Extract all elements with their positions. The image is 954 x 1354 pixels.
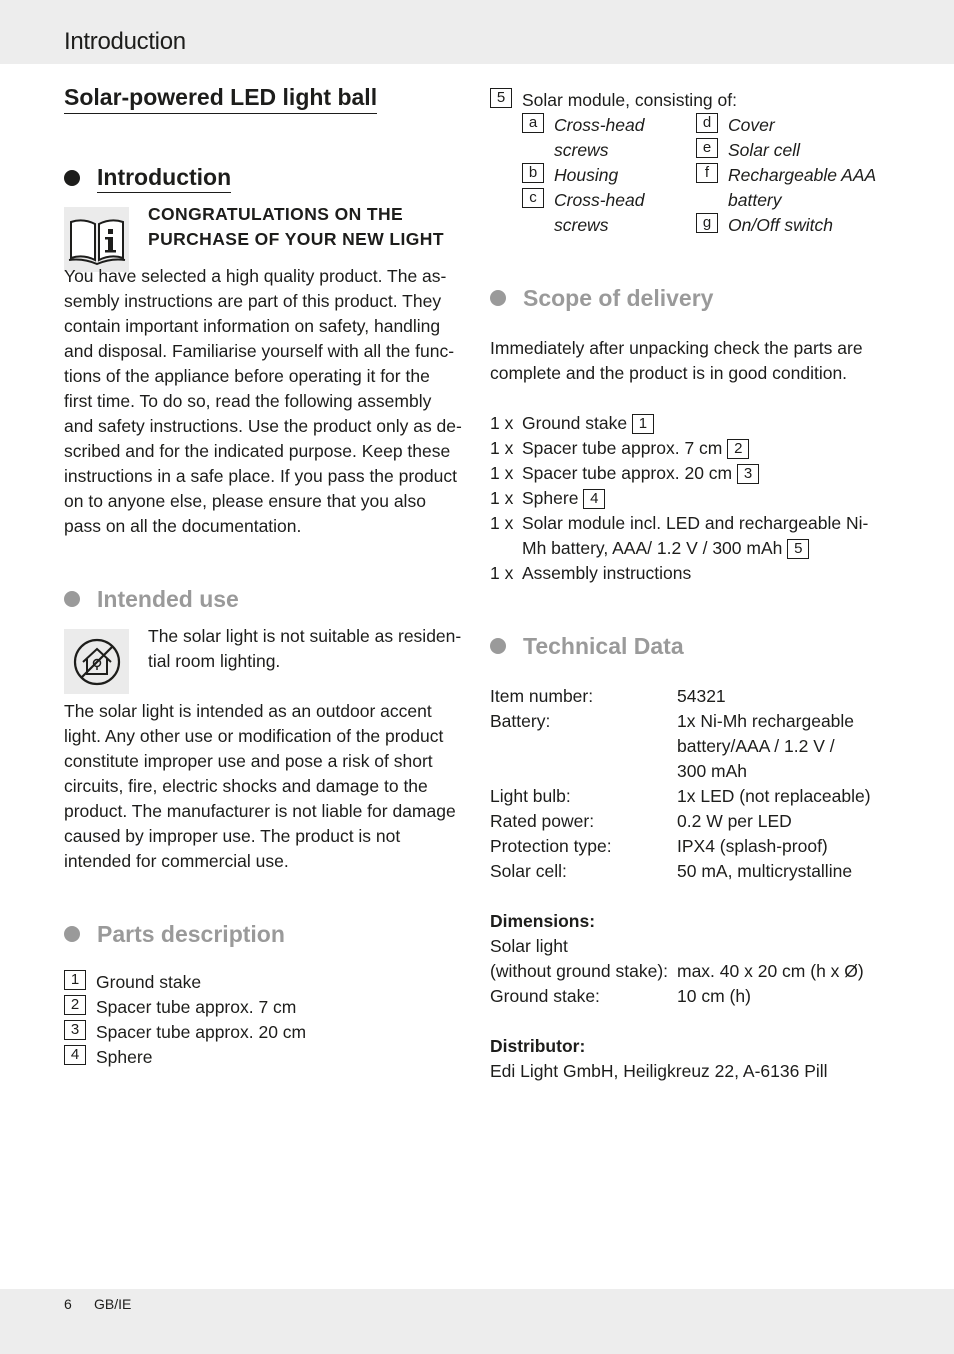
part-number: 3 xyxy=(737,464,759,484)
intro-paragraph xyxy=(64,264,462,539)
dimensions-heading: Dimensions: xyxy=(490,911,596,931)
intended-paragraph xyxy=(64,699,462,874)
text-line: product. The manufacturer is not liable for damage xyxy=(64,801,456,821)
item-label: Solar module incl. LED and rechargeable Ni- xyxy=(522,513,869,533)
list-item xyxy=(64,995,462,1020)
list-item xyxy=(64,970,462,995)
part-label: Rechargeable AAA xyxy=(728,165,877,185)
text-line: complete and the product is in good condition. xyxy=(490,363,848,383)
spec-key: Solar light xyxy=(490,936,568,956)
part-label: screws xyxy=(554,215,609,235)
part-label: Housing xyxy=(554,165,619,185)
part-label: screws xyxy=(554,140,609,160)
list-item xyxy=(696,163,896,213)
spec-key: Battery: xyxy=(490,711,551,731)
list-item xyxy=(490,411,890,436)
header-title: Introduction xyxy=(64,28,186,55)
delivery-list xyxy=(490,411,890,586)
technical-data-table xyxy=(490,684,890,884)
parts-list xyxy=(64,970,462,1070)
text-line: and disposal. Familiarise yourself with all the func- xyxy=(64,341,455,361)
part-label: Cover xyxy=(728,115,775,135)
part-number: 1 xyxy=(64,970,86,990)
document-title: Solar-powered LED light ball xyxy=(64,82,377,114)
list-item xyxy=(490,88,890,113)
solar-module-parts xyxy=(522,113,890,238)
item-label: Spacer tube approx. 20 cm xyxy=(522,463,733,483)
quantity: 1 x xyxy=(490,438,514,458)
spec-value: 0.2 W per LED xyxy=(677,811,792,831)
bullet-icon xyxy=(490,638,506,654)
item-label: Mh battery, AAA/ 1.2 V / 300 mAh xyxy=(522,538,783,558)
spec-value: 1x Ni-Mh rechargeable xyxy=(677,711,855,731)
parts-description-heading: Parts description xyxy=(64,919,462,949)
text-line: scribed and for the indicated purpose. Keep these xyxy=(64,441,451,461)
part-letter: b xyxy=(522,163,544,183)
item-label: Assembly instructions xyxy=(522,563,692,583)
quantity: 1 x xyxy=(490,463,514,483)
list-item xyxy=(696,138,896,163)
part-letter: f xyxy=(696,163,718,183)
quantity: 1 x xyxy=(490,513,514,533)
list-item xyxy=(490,461,890,486)
part-label: Sphere xyxy=(96,1047,153,1067)
list-item xyxy=(522,163,696,188)
text-line: sembly instructions are part of this product. They xyxy=(64,291,442,311)
intended-use-heading: Intended use xyxy=(64,584,462,614)
table-row xyxy=(490,684,890,709)
part-number: 4 xyxy=(64,1045,86,1065)
right-column xyxy=(490,88,890,1084)
spec-value: 300 mAh xyxy=(677,761,748,781)
part-label: Solar module, consisting of: xyxy=(522,90,737,110)
item-label: Sphere xyxy=(522,488,579,508)
part-5 xyxy=(490,88,890,113)
spec-value: 1x LED (not replaceable) xyxy=(677,786,871,806)
text-line: caused by improper use. The product is not xyxy=(64,826,401,846)
text-line: tions of the appliance before operating it for the xyxy=(64,366,430,386)
quantity: 1 x xyxy=(490,488,514,508)
list-item xyxy=(490,436,890,461)
info-book-icon xyxy=(64,207,129,272)
table-row xyxy=(490,809,890,834)
table-row xyxy=(490,859,890,884)
spec-key: Ground stake: xyxy=(490,986,600,1006)
item-label: Ground stake xyxy=(522,413,628,433)
spec-key: Rated power: xyxy=(490,811,595,831)
list-item xyxy=(490,486,890,511)
distributor-address: Edi Light GmbH, Heiligkreuz 22, A-6136 Pill xyxy=(490,1061,828,1081)
part-number: 5 xyxy=(787,539,809,559)
text-line: Immediately after unpacking check the parts are xyxy=(490,338,863,358)
text-line: and safety instructions. Use the product only as de- xyxy=(64,416,462,436)
spec-value: IPX4 (splash-proof) xyxy=(677,836,828,856)
scope-paragraph xyxy=(490,336,890,386)
left-column xyxy=(64,82,462,1070)
list-item xyxy=(696,213,896,238)
text-line: The solar light is intended as an outdoor accent xyxy=(64,701,432,721)
table-row xyxy=(490,709,890,784)
part-label: Spacer tube approx. 7 cm xyxy=(96,997,297,1017)
part-letter: g xyxy=(696,213,718,233)
list-item xyxy=(64,1045,462,1070)
quantity: 1 x xyxy=(490,563,514,583)
part-label: Cross-head xyxy=(554,115,645,135)
congrats-block xyxy=(64,204,462,272)
spec-key: Light bulb: xyxy=(490,786,571,806)
page-footer xyxy=(0,1289,954,1354)
part-number: 3 xyxy=(64,1020,86,1040)
technical-data-heading: Technical Data xyxy=(490,631,890,661)
intended-note-block xyxy=(64,626,462,694)
bullet-icon xyxy=(64,926,80,942)
dimensions-block xyxy=(490,909,890,1009)
text-line: contain important information on safety, handling xyxy=(64,316,441,336)
list-item xyxy=(522,113,696,163)
spec-value: max. 40 x 20 cm (h x Ø) xyxy=(677,961,864,981)
part-number: 1 xyxy=(632,414,654,434)
table-row xyxy=(490,934,890,959)
congrats-text: CONGRATULATIONS ON THE PURCHASE OF YOUR NEW LIGHT xyxy=(148,204,444,249)
list-item xyxy=(490,561,890,586)
spec-key: (without ground stake): xyxy=(490,961,669,981)
page-number: 6 xyxy=(64,1296,72,1312)
text-line: light. Any other use or modification of the product xyxy=(64,726,444,746)
text-line: The solar light is not suitable as residen- xyxy=(148,626,462,646)
text-line: You have selected a high quality product. The as- xyxy=(64,266,447,286)
part-number: 2 xyxy=(727,439,749,459)
scope-of-delivery-heading: Scope of delivery xyxy=(490,283,890,313)
part-label: Ground stake xyxy=(96,972,202,992)
table-row xyxy=(490,959,890,984)
text-line: intended for commercial use. xyxy=(64,851,289,871)
introduction-heading: Introduction xyxy=(64,162,462,193)
bullet-icon xyxy=(64,170,80,186)
part-label: battery xyxy=(728,190,782,210)
intended-note xyxy=(148,624,461,694)
text-line: on to anyone else, please ensure that you also xyxy=(64,491,426,511)
text-line: constitute improper use and pose a risk of short xyxy=(64,751,433,771)
spec-value: 54321 xyxy=(677,686,726,706)
part-number: 4 xyxy=(583,489,605,509)
text-line: tial room lighting. xyxy=(148,651,281,671)
spec-value: battery/AAA / 1.2 V / xyxy=(677,736,835,756)
text-line: first time. To do so, read the following assembly xyxy=(64,391,432,411)
list-item xyxy=(64,1020,462,1045)
language-code: GB/IE xyxy=(94,1296,132,1312)
list-item xyxy=(696,113,896,138)
list-item xyxy=(490,511,890,561)
page-header xyxy=(0,0,954,64)
part-letter: c xyxy=(522,188,544,208)
part-label: On/Off switch xyxy=(728,215,834,235)
table-row xyxy=(490,784,890,809)
text-line: instructions in a safe place. If you pass the product xyxy=(64,466,457,486)
sub-parts-right xyxy=(696,113,896,238)
spec-key: Protection type: xyxy=(490,836,612,856)
part-label: Spacer tube approx. 20 cm xyxy=(96,1022,307,1042)
text-line: pass on all the documentation. xyxy=(64,516,302,536)
bullet-icon xyxy=(490,290,506,306)
list-item xyxy=(522,188,696,238)
part-number: 2 xyxy=(64,995,86,1015)
distributor-block xyxy=(490,1034,890,1084)
distributor-heading: Distributor: xyxy=(490,1036,586,1056)
no-indoor-use-icon xyxy=(64,629,129,694)
part-letter: d xyxy=(696,113,718,133)
sub-parts-left xyxy=(522,113,696,238)
spec-key: Solar cell: xyxy=(490,861,567,881)
part-label: Cross-head xyxy=(554,190,645,210)
spec-value: 10 cm (h) xyxy=(677,986,751,1006)
item-label: Spacer tube approx. 7 cm xyxy=(522,438,723,458)
part-number: 5 xyxy=(490,88,512,108)
table-row xyxy=(490,834,890,859)
spec-key: Item number: xyxy=(490,686,594,706)
table-row xyxy=(490,984,890,1009)
quantity: 1 x xyxy=(490,413,514,433)
part-letter: e xyxy=(696,138,718,158)
spec-value: 50 mA, multicrystalline xyxy=(677,861,853,881)
bullet-icon xyxy=(64,591,80,607)
text-line: circuits, fire, electric shocks and damage to the xyxy=(64,776,428,796)
part-label: Solar cell xyxy=(728,140,800,160)
part-letter: a xyxy=(522,113,544,133)
